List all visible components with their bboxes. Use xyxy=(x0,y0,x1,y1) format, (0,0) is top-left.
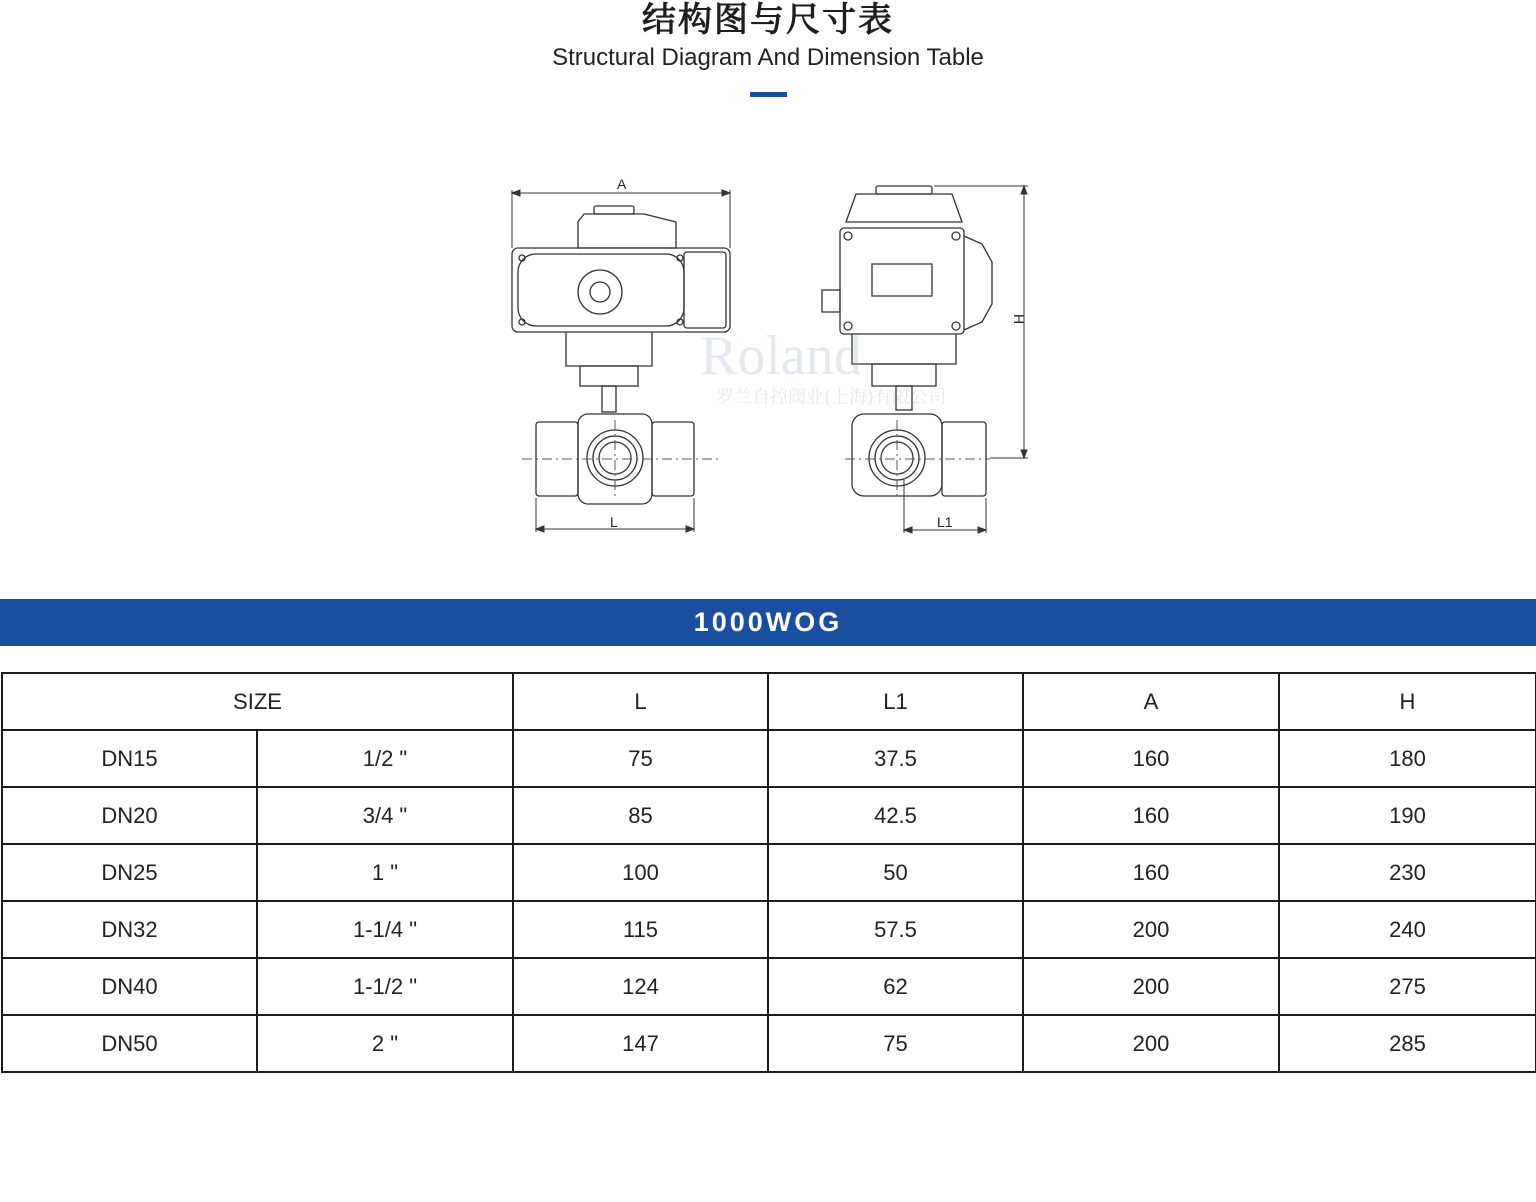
header-l: L xyxy=(513,673,768,730)
watermark-brand: Roland xyxy=(700,325,862,387)
cell-inch: 1 " xyxy=(257,844,513,901)
page-subtitle: Structural Diagram And Dimension Table xyxy=(552,44,984,71)
cell-a: 200 xyxy=(1023,1015,1279,1072)
cell-inch: 1/2 " xyxy=(257,730,513,787)
cell-h: 180 xyxy=(1279,730,1536,787)
watermark-company: 罗兰自控阀业(上海)有限公司 xyxy=(716,387,947,408)
cell-a: 160 xyxy=(1023,844,1279,901)
cell-dn: DN20 xyxy=(2,787,257,844)
cell-dn: DN32 xyxy=(2,901,257,958)
cell-inch: 3/4 " xyxy=(257,787,513,844)
table-row xyxy=(2,844,1536,901)
header-l1: L1 xyxy=(768,673,1023,730)
dim-label-h: H xyxy=(1011,314,1027,325)
header-a: A xyxy=(1023,673,1279,730)
dimension-table xyxy=(1,672,1536,1073)
cell-l1: 75 xyxy=(768,1015,1023,1072)
cell-a: 200 xyxy=(1023,901,1279,958)
cell-l1: 62 xyxy=(768,958,1023,1015)
side-view-valve-body xyxy=(852,414,986,496)
cell-h: 240 xyxy=(1279,901,1536,958)
cell-l1: 57.5 xyxy=(768,901,1023,958)
front-view-actuator xyxy=(512,206,730,412)
table-row xyxy=(2,730,1536,787)
cell-inch: 1-1/4 " xyxy=(257,901,513,958)
cell-dn: DN40 xyxy=(2,958,257,1015)
table-row xyxy=(2,787,1536,844)
cell-l1: 37.5 xyxy=(768,730,1023,787)
cell-l: 147 xyxy=(513,1015,768,1072)
title-underline xyxy=(750,92,787,97)
watermark xyxy=(700,325,946,408)
cell-l: 100 xyxy=(513,844,768,901)
cell-h: 285 xyxy=(1279,1015,1536,1072)
cell-h: 190 xyxy=(1279,787,1536,844)
table-row xyxy=(2,1015,1536,1072)
header-size: SIZE xyxy=(2,673,513,730)
cell-a: 160 xyxy=(1023,730,1279,787)
structural-diagram xyxy=(500,170,1040,540)
table-row xyxy=(2,958,1536,1015)
cell-l1: 50 xyxy=(768,844,1023,901)
cell-l: 85 xyxy=(513,787,768,844)
dim-label-l1: L1 xyxy=(937,514,953,530)
cell-inch: 1-1/2 " xyxy=(257,958,513,1015)
cell-dn: DN50 xyxy=(2,1015,257,1072)
cell-a: 160 xyxy=(1023,787,1279,844)
cell-l: 124 xyxy=(513,958,768,1015)
cell-l: 115 xyxy=(513,901,768,958)
dim-label-a: A xyxy=(617,176,627,192)
cell-l1: 42.5 xyxy=(768,787,1023,844)
cell-inch: 2 " xyxy=(257,1015,513,1072)
cell-dn: DN25 xyxy=(2,844,257,901)
cell-dn: DN15 xyxy=(2,730,257,787)
dim-label-l: L xyxy=(610,514,618,530)
page-title: 结构图与尺寸表 xyxy=(642,0,894,40)
header-h: H xyxy=(1279,673,1536,730)
cell-a: 200 xyxy=(1023,958,1279,1015)
table-row xyxy=(2,901,1536,958)
cell-h: 230 xyxy=(1279,844,1536,901)
cell-l: 75 xyxy=(513,730,768,787)
table-header-row xyxy=(2,673,1536,730)
cell-h: 275 xyxy=(1279,958,1536,1015)
pressure-rating-band: 1000WOG xyxy=(0,599,1536,646)
